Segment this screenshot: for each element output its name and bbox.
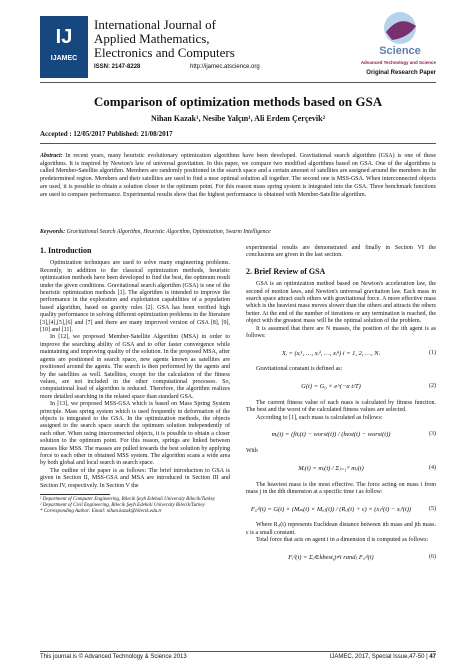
footnote: ¹ Department of Computer Engineering, Bilecik Şeyh Edebali University Bilecik/Turkey — [40, 497, 216, 502]
equation-1 — [246, 346, 436, 360]
paragraph: Gravitational constant is defined as: — [256, 366, 343, 373]
equation-body: mᵢ(t) = (fitᵢ(t) − worst(t)) / (best(t) − worst(t)) — [271, 431, 391, 439]
equation-number: (6) — [429, 553, 436, 560]
footer-divider — [40, 651, 436, 652]
equation-number: (1) — [429, 349, 436, 356]
logo-text: IJAMEC — [50, 55, 78, 62]
journal-name — [94, 18, 235, 60]
abstract — [40, 153, 436, 199]
equation-number: (2) — [429, 383, 436, 390]
paragraph: It is assumed that there are N masses, the position of the ith agent is as follows: — [246, 325, 436, 340]
footnote-divider — [40, 494, 110, 495]
paragraph: The outline of the paper is as follows: The brief introduction to GSA is given in Section II, MSS-GSA and MSA are introduced in Section III and Section IV, respectively. In Section V the — [40, 467, 230, 489]
equation-3 — [246, 428, 436, 442]
paragraph: According to [1], each mass is calculated as follows: — [256, 414, 383, 421]
abstract-divider — [40, 143, 436, 144]
issn: ISSN: 2147-8228 — [94, 64, 141, 70]
footer-citation-text: IJAMEC, 2017, Special Issue,47-50 | — [329, 654, 430, 660]
equation-body: Fᵢⱼᵈ(t) = G(t) × (Mₚᵢ(t) × Mₐⱼ(t)) / (Rᵢⱼ(t) + ε) × (xⱼᵈ(t) − xᵢᵈ(t)) — [250, 505, 412, 513]
footer-citation — [330, 654, 436, 660]
corresponding-author-footnote: * Corresponding Author: Email: nihan.kazak@bilecik.edu.tr — [40, 509, 162, 514]
journal-website-link[interactable]: http://ijamec.atscience.org — [190, 64, 260, 70]
equation-body: G(t) = G₀ × e^(−α t/T) — [301, 383, 361, 391]
paper-authors: Nihan Kazak¹, Nesibe Yalçın¹, Ali Erdem Çerçevik² — [150, 114, 325, 123]
equation-5 — [246, 502, 436, 516]
journal-header — [40, 8, 436, 82]
with-label: With — [246, 448, 258, 455]
abstract-text: In recent years, many heuristic evolutionary optimization algorithms have been developed. Gravitational search algorithm (GSA) is one of these algorithms. It is inspired by Newton's law of universal gravitation. In this paper, we compare two modified algorithms based on GSA. One of the algorithms is called Member-Satellite algorithm. Members are randomly positioned in the search space and a certain amount of satellites are assigned around the members in the predetermined region. Members and their satellites are used to find a near optimal solution all together. The second one is MSS-GSA. When interconnected objects are used, it is possible to obtain a solution closer to the optimum point. For this reason mass spring system is integrated into the GSA. Three benchmark functions are used to compare performance. Experimental results show that the highest performance is obtained with Member-Satellite algorithm. — [40, 153, 437, 198]
keywords — [40, 229, 436, 236]
paragraph: GSA is an optimization method based on Newton's acceleration law, the second of motion laws, and Newton's universal gravitation law. Each mass in search space attract each others with gravitational force. A more effective mass which is the heaviest mass moves slower than the others and attracts the others better. At the end of the number of iterations or any termination is reached, the object with the greatest mass will be the optimal solution of the problem. — [246, 281, 436, 325]
equation-number: (5) — [429, 505, 436, 512]
accepted-dates: Accepted : 12/05/2017 Published: 21/08/2017 — [40, 130, 173, 138]
page-number: 47 — [429, 654, 436, 660]
section-2-title: 2. Brief Review of GSA — [246, 266, 326, 276]
section-1-title: 1. Introduction — [40, 246, 92, 255]
equation-body: Mᵢ(t) = mᵢ(t) / Σⱼ₌₁ᴺ mⱼ(t) — [298, 464, 364, 472]
keywords-text: Gravitational Search Algorithm, Heuristic Algorithm, Optimization, Swarm Intelligence — [66, 229, 271, 235]
paragraph: Optimization techniques are used to solve many engineering problems. Recently, in addition to the classical optimization methods, heuristic optimization methods have been developed to find the best, the optimum result under the given conditions. Gravitational search algorithm (GSA) is one of the heuristic optimization methods [1]. The algorithm is intended to improve the performance in the exploration and exploitation capabilities of a population based algorithm, based on gravity rules [2]. GSA has been verified high quality performance in solving different optimization problems in the literature [3],[4],[5],[6] and [7] and there are many improved version of GSA [8], [9],[10] and [11]. — [40, 260, 230, 334]
equation-body: Fᵢᵈ(t) = Σⱼ∈kbest,j≠i randⱼ Fᵢⱼᵈ(t) — [288, 553, 374, 561]
keywords-label: Keywords: — [40, 229, 66, 235]
journal-line-3: Electronics and Computers — [94, 45, 235, 60]
equation-number: (3) — [429, 431, 436, 438]
abstract-label: Abstract: — [40, 153, 63, 159]
equation-2 — [246, 380, 436, 394]
footer-copyright: This journal is © Advanced Technology & Science 2013 — [40, 654, 187, 660]
paragraph: In [12], we proposed Member-Satellite Algorithm (MSA) in order to improve the searching ability of GSA and to offer faster convergence while maintaining and improving quality of the solution. In the proposed MSA, after agents are positioned in search space, new agents known as satellites are positioned around the agents. The search is then performed by the agents and by the satellites as well. Satellites, except for the calculation of the fitness values, are not included in the other computational processes. So, computational load of algorithm is reduced. Therefore, the algorithm realizes more detailed searching in the related space than standard GSA. — [40, 334, 230, 400]
paragraph: The heaviest mass is the most effective. The force acting on mass i from mass j in the dth dimension at a specific time t as follow: — [246, 481, 436, 495]
science-logo-icon — [364, 8, 436, 60]
paragraph: Total force that acts on agent i in a dimension d is computed as follows: — [256, 537, 429, 544]
paper-title: Comparison of optimization methods based on GSA — [93, 94, 383, 109]
science-logo-text: Science — [379, 45, 421, 57]
right-column — [246, 245, 436, 571]
left-column — [40, 245, 230, 515]
footnote: ² Department of Civil Engineering, Bilecik Şeyh Edebali University Bilecik/Turkey — [40, 503, 205, 508]
journal-line-2: Applied Mathematics, — [94, 31, 210, 46]
equation-4 — [246, 462, 436, 476]
paragraph: In [13], we proposed MSS-GSA which is based on Mass Spring System principle. Mass spring system which is used frequently in deformation of the objects is integrated to the GSA. In the optimization methods, the objects assigned to the search space search the optimum solution independently of each other. When using interconnected objects, it is possible to obtain a closer solution to the optimum point. For this reason, springs are linked between masses like MSS. The masses are pulled towards the best solution by applying force to each other in obtained MSS system. The algorithm scans a wide area by both global and local search in search space. — [40, 401, 230, 467]
equation-6 — [246, 551, 436, 565]
journal-line-1: International Journal of — [94, 17, 217, 32]
paragraph: The current fitness value of each mass is calculated by fitness function. The best and the worst of the calculated fitness values are selected. — [246, 399, 436, 414]
paragraph: Where Rᵢⱼ(t) represents Euclidean distance between ith mass and jth mass. ε is a small constant. — [246, 522, 436, 536]
paragraph: experimental results are demonstrated and finally in Section VI the conclusions are given in the last section. — [246, 245, 436, 259]
equation-body: Xᵢ = (xᵢ¹, …, xᵢᵈ, …, xᵢⁿ) i = 1, 2, …, N. — [281, 349, 381, 357]
equation-number: (4) — [429, 464, 436, 471]
header-divider — [40, 82, 436, 83]
logo-mark: IJ — [55, 26, 73, 48]
publisher-name: Advanced Technology and Science — [360, 60, 436, 65]
ijamec-logo — [40, 16, 88, 78]
article-type: Original Research Paper — [366, 70, 436, 76]
